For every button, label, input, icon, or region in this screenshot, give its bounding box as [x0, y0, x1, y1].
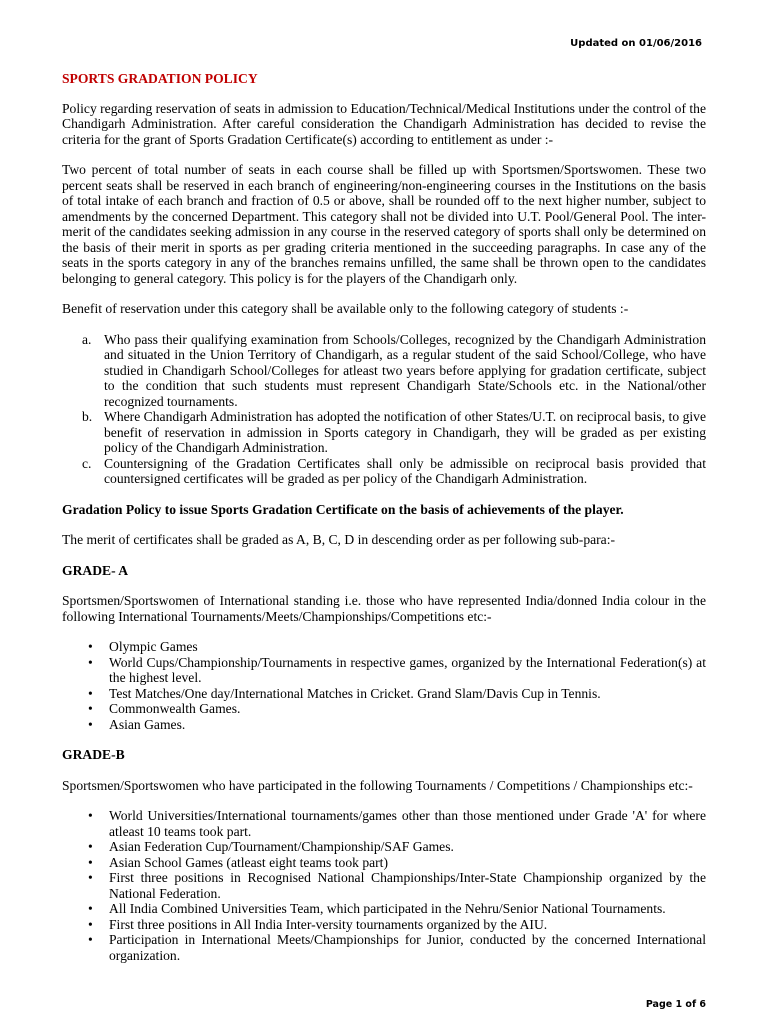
grade-a-intro: Sportsmen/Sportswomen of International standing i.e. those who have represented India/donned India colour in the following International Tournaments/Meets/Championships/Competitions etc:- — [62, 593, 706, 624]
benefit-paragraph: Benefit of reservation under this category shall be available only to the following category of students :- — [62, 301, 629, 316]
list-item: • World Cups/Championship/Tournaments in respective games, organized by the International Federation(s) at the highest level. — [109, 655, 706, 686]
merit-paragraph: The merit of certificates shall be graded as A, B, C, D in descending order as per following sub-para:- — [62, 532, 616, 547]
list-marker: b. — [82, 409, 93, 424]
grade-b-list — [62, 808, 706, 963]
list-item — [82, 455, 706, 487]
grade-b-heading: GRADE-B — [62, 747, 125, 762]
conditions-list — [62, 332, 706, 487]
grade-b-intro: Sportsmen/Sportswomen who have participated in the following Tournaments / Competitions / Championships etc:- — [62, 777, 693, 793]
page-title: SPORTS GRADATION POLICY — [62, 71, 258, 86]
list-item: • Asian Games. — [109, 717, 706, 733]
list-item — [82, 331, 706, 410]
list-item: • Asian Federation Cup/Tournament/Championship/SAF Games. — [109, 839, 706, 855]
list-item — [82, 409, 706, 456]
list-item: • First three positions in All India Inter-versity tournaments organized by the AIU. — [109, 917, 706, 933]
list-item-text: Who pass their qualifying examination from Schools/Colleges, recognized by the Chandigarh Administration and situated in the Union Territory of Chandigarh, as a regular student of the said School/College, who have studied in Chandigarh School/Colleges for atleast two years before applying for gradation certificate, subject to the condition that such students must represent Chandigarh State/Schools etc. in the National/other recognized tournaments. — [104, 331, 706, 409]
list-item: • Olympic Games — [109, 639, 706, 655]
list-marker: c. — [82, 455, 92, 471]
reservation-paragraph: Two percent of total number of seats in each course shall be filled up with Sportsmen/Sportswomen. These two percent seats shall be reserved in each branch of engineering/non-engineering courses in the Institutions on the basis of total intake of each branch and fraction of 0.5 or above, shall be rounded off to the next higher number, subject to amendments by the concerned Department. This category shall not be divided into U.T. Pool/General Pool. The inter-merit of the candidates seeking admission in any course in the reserved category of sports shall only be determined on the basis of their merit in sports as per grading criteria mentioned in the succeeding paragraphs. In case any of the seats in the sports category in any of the branches remains unfilled, the same shall be thrown open to the candidates belonging to general category. This policy is for the players of the Chandigarh only. — [62, 162, 706, 286]
list-item: • Commonwealth Games. — [109, 701, 706, 717]
document-body — [62, 71, 706, 978]
updated-date: Updated on 01/06/2016 — [570, 38, 702, 49]
grade-a-heading: GRADE- A — [62, 562, 129, 578]
gradation-heading: Gradation Policy to issue Sports Gradation Certificate on the basis of achievements of the player. — [62, 501, 624, 517]
list-item: • Participation in International Meets/Championships for Junior, conducted by the concerned International organization. — [109, 932, 706, 963]
list-item: • All India Combined Universities Team, which participated in the Nehru/Senior National Tournaments. — [109, 901, 706, 917]
list-marker: a. — [82, 331, 92, 347]
list-item: • Asian School Games (atleast eight teams took part) — [109, 855, 706, 871]
list-item: • Test Matches/One day/International Matches in Cricket. Grand Slam/Davis Cup in Tennis. — [109, 686, 706, 702]
page-number: Page 1 of 6 — [645, 999, 706, 1010]
list-item: • World Universities/International tournaments/games other than those mentioned under Grade 'A' for where atleast 10 teams took part. — [109, 808, 706, 839]
intro-paragraph: Policy regarding reservation of seats in admission to Education/Technical/Medical Institutions under the control of the Chandigarh Administration. After careful consideration the Chandigarh Administration has decided to revise the criteria for the grant of Sports Gradation Certificate(s) according to entitlement as under :- — [62, 100, 706, 147]
list-item-text: Countersigning of the Gradation Certificates shall only be admissible on reciprocal basis provided that countersigned certificates will be graded as per policy of the Chandigarh Administration. — [104, 455, 706, 486]
grade-a-list — [62, 639, 706, 732]
list-item: • First three positions in Recognised National Championships/Inter-State Championship organized by the National Federation. — [109, 870, 706, 901]
list-item-text: Where Chandigarh Administration has adopted the notification of other States/U.T. on reciprocal basis, to give benefit of reservation in admission in Sports category in Chandigarh, they will be graded as per existing policy of the Chandigarh Administration. — [104, 409, 706, 455]
